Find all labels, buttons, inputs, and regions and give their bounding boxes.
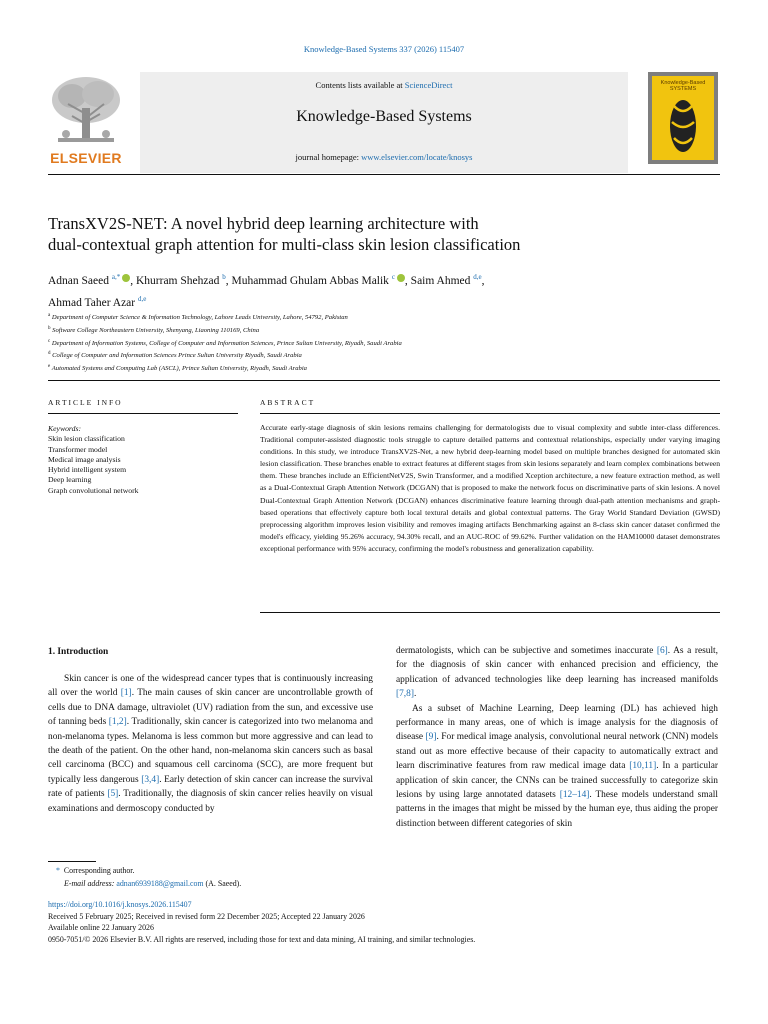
article-meta: [48, 899, 475, 945]
title-line-1: TransXV2S-NET: A novel hybrid deep learning architecture with: [48, 214, 479, 233]
author[interactable]: Muhammad Ghulam Abbas Malik $^c$: [231, 275, 404, 287]
author-list: Adnan Saeed $^{a,*}$ , Khurram Shehzad $^b$, Muhammad Ghulam Abbas Malik $^c$ , Saim Ahmed $^{d,e}$, Ahmad Taher Azar $^{d,e}$: [48, 273, 485, 309]
elsevier-tree-logo: [48, 74, 124, 148]
keyword: Deep learning: [48, 475, 92, 485]
body-text: As a subset of Machine Learning, Deep learning (DL) has achieved high performance in many areas, one of which is image analysis for the diagnosis of disease: [396, 703, 718, 743]
body-text: Skin cancer is one of the widespread cancer types that is continuously increasing all over the world: [48, 674, 373, 699]
left-column: [48, 672, 373, 816]
body-text: .: [413, 689, 417, 700]
abstract-heading: ABSTRACT: [260, 398, 316, 407]
email-line: E-mail address: adnan6939188@gmail.com (A. Saeed).: [64, 879, 242, 888]
citation-link[interactable]: [7,8]: [396, 689, 414, 700]
abstract-bottom-rule: [260, 612, 720, 613]
keyword: Transformer model: [48, 444, 108, 454]
doi-link[interactable]: https://doi.org/10.1016/j.knosys.2026.115407: [48, 900, 192, 909]
email-link[interactable]: adnan6939188@gmail.com: [116, 879, 204, 888]
copyright: 0950-7051/© 2026 Elsevier B.V. All rights are reserved, including those for text and data mining, AI training, and similar technologies.: [48, 934, 476, 944]
orcid-icon[interactable]: [122, 274, 130, 282]
author[interactable]: Khurram Shehzad $^b$: [135, 273, 226, 287]
affiliation: $^c$ Department of Information Systems, College of Computer and Information Sciences, Prince Sultan University, Riyadh, Saudi Arabia: [48, 338, 402, 347]
citation-link[interactable]: [5]: [107, 789, 119, 800]
body-text: . Early detection of skin cancer can increase the survival rate of patients: [48, 774, 373, 800]
available-online: Available online 22 January 2026: [48, 923, 154, 932]
body-text: . For medical image analysis, convolutional neural network (CNN) models stand out as more effective because of their capacity to automatically extract and learn discriminative features from raw medical image data: [396, 732, 718, 772]
orcid-icon[interactable]: [397, 274, 405, 282]
keywords-block: [48, 424, 238, 496]
body-text: . These models understand small patterns in the images that might be missed by the human eye, thus aiding the proper distinction between different categories of skin: [396, 790, 718, 829]
sciencedirect-link[interactable]: ScienceDirect: [404, 80, 453, 90]
citation-link[interactable]: [3,4]: [141, 774, 160, 785]
citation-link[interactable]: [9]: [425, 732, 437, 743]
citation-link[interactable]: [12–14]: [559, 790, 590, 801]
body-text: . The main causes of skin cancer are uncontrollable growth of cells due to DNA damage, ultraviolet (UV) radiation from the sun, and excessive use of tanning beds: [48, 688, 373, 728]
contents-line: [140, 80, 628, 90]
article-info-rule: [48, 413, 238, 414]
affiliation: $^e$ Automated Systems and Computing Lab (ASCL), Prince Sultan University, Riyadh, Saudi Arabia: [48, 364, 307, 373]
homepage-line: [140, 152, 628, 162]
keyword: Medical image analysis: [48, 454, 121, 464]
journal-title: Knowledge-Based Systems: [296, 108, 472, 125]
affiliation: $^a$ Department of Computer Science & Information Technology, Lahore Leads University, Lahore, 54792, Pakistan: [48, 313, 348, 322]
body-text: dermatologists, which can be subjective and sometimes inaccurate: [396, 646, 657, 656]
info-rule-top: [48, 380, 720, 381]
footnote-rule: [48, 861, 96, 862]
homepage-prefix: journal homepage:: [295, 152, 362, 162]
citation-link[interactable]: [1]: [120, 688, 132, 699]
journal-cover: [648, 72, 718, 164]
affiliation: $^d$ College of Computer and Information Sciences Prince Sultan University Riyadh, Saudi Arabia: [48, 351, 302, 360]
article-title: [48, 213, 668, 255]
section-title: 1. Introduction: [48, 647, 109, 657]
paragraph: [48, 672, 373, 816]
keywords-label: Keywords:: [48, 424, 82, 433]
abstract-rule: [260, 413, 720, 414]
citation-link[interactable]: [6]: [656, 646, 668, 656]
keyword: Hybrid intelligent system: [48, 465, 127, 475]
author[interactable]: Adnan Saeed $^{a,*}$: [48, 275, 130, 287]
affiliations: [48, 311, 708, 375]
elsevier-wordmark: ELSEVIER: [50, 150, 122, 166]
cover-figure-icon: [652, 92, 714, 162]
title-line-2: dual-contextual graph attention for multi-class skin lesion classification: [48, 235, 521, 254]
abstract-text: Accurate early-stage diagnosis of skin lesions remains challenging for dermatologists due to visual complexity and subtle inter-class differences. Traditional computer-assisted diagnostic tools struggle to capture detailed patterns and contextual relationships, especially under varying imaging conditions. In this study, we introduce TransXV2S-Net, a new hybrid deep-learning model based on multiple branches designed for automated skin lesion classification. These branches enable to extract features at different stages from skin lesions separately and learn complex combinations between them. These branches include an EfficientNetV2S, Swin Transformer, and a modified Xception architecture, a new feature extraction method, as well as a Dual-Contextual Graph Attention Network (DCGAN) that is proposed to make the network focus on discriminative parts of skin lesions. A novel Dual-Contextual Graph Attention Network (DCGAN) enhances discriminative feature learning through dual-path attention mechanisms and graph-based operations that effectively capture both local textural details and global contextual patterns. The Gray World Standard Deviation (GWSD) preprocessing algorithm improves lesion visibility and removes imaging artifacts Benchmarking against an 8-class skin cancer dataset confirmed the model's efficacy, yielding 95.26% accuracy, 94.30% recall, and an AUC-ROC of 99.62%. Further validation on the HAM10000 dataset demonstrates exceptional performance with 95% accuracy, confirming the model's robustness and generalization capability.: [260, 423, 720, 553]
affiliation: $^b$ Software College Northeastern University, Shenyang, Liaoning 110169, China: [48, 325, 260, 334]
author[interactable]: Saim Ahmed $^{d,e}$: [410, 273, 482, 287]
citation-link[interactable]: [1,2]: [108, 717, 127, 728]
paragraph: [396, 702, 718, 832]
citation-link[interactable]: [10,11]: [629, 761, 657, 772]
asterisk-marker: *: [56, 866, 60, 875]
journal-reference[interactable]: Knowledge-Based Systems 337 (2026) 115407: [303, 44, 465, 54]
keyword: Skin lesion classification: [48, 434, 125, 444]
cover-title: Knowledge-Based SYSTEMS: [660, 80, 706, 92]
body-text: . As a result, for the diagnosis of skin cancer with enhanced precision and efficiency, the application of advanced technologies like deep learning has increased manifolds: [396, 646, 718, 685]
contents-prefix: Contents lists available at: [315, 80, 405, 90]
homepage-link[interactable]: www.elsevier.com/locate/knosys: [361, 152, 473, 162]
body-text: . Traditionally, the diagnosis of skin cancer relies heavily on visual examinations and dermoscopy conducted by: [48, 789, 373, 814]
cover-panel: [652, 76, 714, 160]
paragraph: [396, 644, 718, 702]
received-dates: Received 5 February 2025; Received in revised form 22 December 2025; Accepted 22 January 2026: [48, 911, 365, 921]
body-text: . Traditionally, skin cancer is categorized into two melanoma and non-melanoma types. Melanoma is less common but more aggressive and can lead to the death of the patient. On the other hand, non-melanoma skin cancers such as basal cell carcinoma (BCC) and squamous cell carcinoma (SCC), are more frequent but typically less dangerous: [48, 717, 373, 785]
body-text: . In a particular application of skin cancer, the CNNs can be trained successfully to categorize skin lesions by using large annotated datasets: [396, 761, 718, 801]
corresponding-note: * Corresponding author.: [56, 866, 135, 875]
author[interactable]: Ahmad Taher Azar $^{d,e}$: [48, 294, 147, 309]
keyword: Graph convolutional network: [48, 485, 139, 495]
article-info-heading: ARTICLE INFO: [48, 398, 123, 407]
header-rule: [48, 174, 720, 175]
right-column: [396, 644, 718, 831]
